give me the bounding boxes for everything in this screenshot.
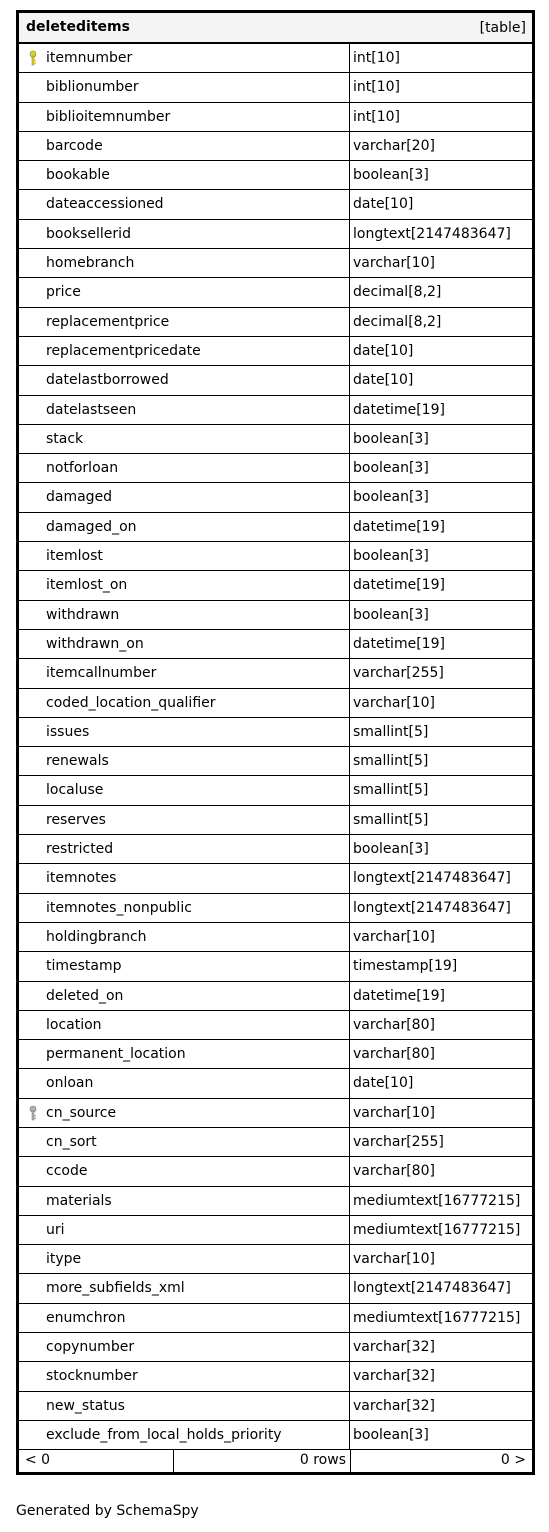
column-name-cell bbox=[19, 103, 350, 131]
column-type: varchar[80] bbox=[353, 1046, 435, 1063]
column-row bbox=[19, 1128, 532, 1157]
column-name-cell bbox=[19, 1362, 350, 1390]
column-name: issues bbox=[46, 723, 90, 740]
column-type: boolean[3] bbox=[353, 606, 429, 623]
column-name: biblioitemnumber bbox=[46, 108, 171, 125]
column-type: boolean[3] bbox=[353, 167, 429, 184]
column-name-cell bbox=[19, 952, 350, 980]
column-name-cell bbox=[19, 542, 350, 570]
column-type: decimal[8,2] bbox=[353, 284, 442, 301]
column-row bbox=[19, 1333, 532, 1362]
column-name: booksellerid bbox=[46, 225, 131, 242]
column-row bbox=[19, 630, 532, 659]
column-name: new_status bbox=[46, 1397, 125, 1414]
column-row bbox=[19, 747, 532, 776]
column-name-cell bbox=[19, 1187, 350, 1215]
column-type: varchar[32] bbox=[353, 1339, 435, 1356]
column-type: timestamp[19] bbox=[353, 958, 458, 975]
column-name-cell bbox=[19, 718, 350, 746]
column-type: longtext[2147483647] bbox=[353, 1280, 511, 1297]
column-name-cell bbox=[19, 571, 350, 599]
column-name: copynumber bbox=[46, 1339, 135, 1356]
table-header bbox=[19, 13, 532, 44]
column-row bbox=[19, 1011, 532, 1040]
column-name: location bbox=[46, 1016, 102, 1033]
column-row bbox=[19, 1362, 532, 1391]
column-row bbox=[19, 864, 532, 893]
column-name: restricted bbox=[46, 841, 114, 858]
column-name: stocknumber bbox=[46, 1368, 138, 1385]
column-name: deleted_on bbox=[46, 987, 124, 1004]
column-name: permanent_location bbox=[46, 1046, 186, 1063]
column-name: barcode bbox=[46, 137, 103, 154]
column-type: varchar[80] bbox=[353, 1163, 435, 1180]
column-row bbox=[19, 835, 532, 864]
column-name-cell bbox=[19, 982, 350, 1010]
column-type: datetime[19] bbox=[353, 401, 445, 418]
column-name: price bbox=[46, 284, 81, 301]
column-name-cell bbox=[19, 1216, 350, 1244]
table-kind: [table] bbox=[479, 20, 526, 36]
column-name: datelastseen bbox=[46, 401, 137, 418]
column-row bbox=[19, 689, 532, 718]
column-name: withdrawn bbox=[46, 606, 120, 623]
column-row bbox=[19, 366, 532, 395]
column-name: dateaccessioned bbox=[46, 196, 164, 213]
column-name: notforloan bbox=[46, 460, 119, 477]
rows-count-cell bbox=[173, 1450, 351, 1472]
column-type: int[10] bbox=[353, 50, 400, 66]
column-type: varchar[20] bbox=[353, 137, 435, 154]
column-name: withdrawn_on bbox=[46, 635, 144, 652]
table-name: deleteditems bbox=[26, 19, 130, 35]
column-name: itemlost_on bbox=[46, 577, 128, 594]
column-row bbox=[19, 1216, 532, 1245]
column-type: boolean[3] bbox=[353, 548, 429, 565]
column-type: date[10] bbox=[353, 1075, 414, 1092]
column-name: itemnotes bbox=[46, 870, 117, 887]
column-name-cell bbox=[19, 1392, 350, 1420]
column-row bbox=[19, 161, 532, 190]
column-name-cell bbox=[19, 1128, 350, 1156]
column-type: longtext[2147483647] bbox=[353, 870, 511, 887]
column-type: date[10] bbox=[353, 372, 414, 389]
column-row bbox=[19, 923, 532, 952]
column-row bbox=[19, 1274, 532, 1303]
column-row bbox=[19, 513, 532, 542]
column-name: holdingbranch bbox=[46, 928, 147, 945]
children-count: 0 > bbox=[500, 1452, 526, 1469]
column-name-cell bbox=[19, 220, 350, 248]
column-row bbox=[19, 1187, 532, 1216]
column-row bbox=[19, 249, 532, 278]
rows-count: 0 rows bbox=[299, 1452, 346, 1469]
column-name: cn_sort bbox=[46, 1133, 97, 1150]
column-name: replacementprice bbox=[46, 313, 170, 330]
column-name-cell bbox=[19, 337, 350, 365]
column-type: varchar[10] bbox=[353, 1104, 435, 1121]
column-row bbox=[19, 425, 532, 454]
column-name-cell bbox=[19, 864, 350, 892]
column-type: longtext[2147483647] bbox=[353, 899, 511, 916]
column-type: datetime[19] bbox=[353, 577, 445, 594]
column-row bbox=[19, 718, 532, 747]
generated-by-note: Generated by SchemaSpy bbox=[16, 1503, 199, 1519]
column-name-cell bbox=[19, 659, 350, 687]
column-row bbox=[19, 44, 532, 73]
column-type: boolean[3] bbox=[353, 460, 429, 477]
column-name: coded_location_qualifier bbox=[46, 694, 216, 711]
column-row bbox=[19, 894, 532, 923]
column-row bbox=[19, 308, 532, 337]
column-name-cell bbox=[19, 366, 350, 394]
parents-count: < 0 bbox=[25, 1452, 51, 1469]
column-name-cell bbox=[19, 689, 350, 717]
column-row bbox=[19, 1304, 532, 1333]
column-name-cell bbox=[19, 630, 350, 658]
column-name-cell bbox=[19, 923, 350, 951]
column-name: renewals bbox=[46, 753, 109, 770]
column-name: itemnumber bbox=[46, 50, 133, 66]
column-row bbox=[19, 601, 532, 630]
column-row bbox=[19, 1040, 532, 1069]
column-name-cell bbox=[19, 1069, 350, 1097]
column-name-cell bbox=[19, 1421, 350, 1449]
column-name-cell bbox=[19, 132, 350, 160]
column-row bbox=[19, 806, 532, 835]
column-name: cn_source bbox=[46, 1104, 117, 1121]
index-key-icon bbox=[27, 1105, 39, 1121]
column-type: int[10] bbox=[353, 79, 400, 96]
column-row bbox=[19, 571, 532, 600]
column-name: stack bbox=[46, 430, 84, 447]
column-row bbox=[19, 132, 532, 161]
column-name-cell bbox=[19, 190, 350, 218]
column-name: damaged bbox=[46, 489, 113, 506]
column-row bbox=[19, 1392, 532, 1421]
column-row bbox=[19, 103, 532, 132]
column-name-cell bbox=[19, 425, 350, 453]
column-name: enumchron bbox=[46, 1309, 126, 1326]
column-name-cell bbox=[19, 483, 350, 511]
column-name-cell bbox=[19, 161, 350, 189]
column-row bbox=[19, 776, 532, 805]
column-row bbox=[19, 396, 532, 425]
column-name-cell bbox=[19, 513, 350, 541]
column-name-cell bbox=[19, 1274, 350, 1302]
column-name: replacementpricedate bbox=[46, 342, 201, 359]
column-name-cell bbox=[19, 835, 350, 863]
column-row bbox=[19, 1099, 532, 1128]
column-type: datetime[19] bbox=[353, 635, 445, 652]
column-name-cell bbox=[19, 1157, 350, 1185]
column-row bbox=[19, 1421, 532, 1450]
column-row bbox=[19, 659, 532, 688]
column-name-cell bbox=[19, 747, 350, 775]
column-type: boolean[3] bbox=[353, 1426, 429, 1443]
column-name-cell bbox=[19, 396, 350, 424]
column-row bbox=[19, 220, 532, 249]
parents-count-cell bbox=[19, 1450, 174, 1472]
column-row bbox=[19, 190, 532, 219]
column-type: smallint[5] bbox=[353, 753, 429, 770]
column-type: varchar[32] bbox=[353, 1368, 435, 1385]
column-name: reserves bbox=[46, 811, 106, 828]
column-name: ccode bbox=[46, 1163, 88, 1180]
column-row bbox=[19, 952, 532, 981]
column-name: more_subfields_xml bbox=[46, 1280, 185, 1297]
column-name-cell bbox=[19, 454, 350, 482]
column-name: onloan bbox=[46, 1075, 94, 1092]
column-type: varchar[32] bbox=[353, 1397, 435, 1414]
column-type: datetime[19] bbox=[353, 518, 445, 535]
table-footer bbox=[19, 1450, 532, 1472]
column-row bbox=[19, 982, 532, 1011]
column-name-cell bbox=[19, 601, 350, 629]
column-name-cell bbox=[19, 73, 350, 101]
column-type: longtext[2147483647] bbox=[353, 225, 511, 242]
column-type: smallint[5] bbox=[353, 811, 429, 828]
column-type: boolean[3] bbox=[353, 430, 429, 447]
column-row bbox=[19, 73, 532, 102]
column-name: localuse bbox=[46, 782, 104, 799]
column-name-cell bbox=[19, 308, 350, 336]
column-row bbox=[19, 1245, 532, 1274]
column-name: uri bbox=[46, 1221, 65, 1238]
column-name-cell bbox=[19, 1099, 350, 1127]
column-name: exclude_from_local_holds_priority bbox=[46, 1426, 282, 1443]
column-type: decimal[8,2] bbox=[353, 313, 442, 330]
column-name-cell bbox=[19, 1304, 350, 1332]
column-type: date[10] bbox=[353, 342, 414, 359]
column-list bbox=[19, 44, 532, 1450]
column-name: datelastborrowed bbox=[46, 372, 169, 389]
column-row bbox=[19, 1069, 532, 1098]
column-name-cell bbox=[19, 249, 350, 277]
column-row bbox=[19, 278, 532, 307]
column-row bbox=[19, 483, 532, 512]
column-name: itemlost bbox=[46, 548, 103, 565]
column-type: varchar[80] bbox=[353, 1016, 435, 1033]
column-name: biblionumber bbox=[46, 79, 139, 96]
column-name-cell bbox=[19, 894, 350, 922]
column-name: homebranch bbox=[46, 255, 135, 272]
column-name-cell bbox=[19, 1245, 350, 1273]
column-type: smallint[5] bbox=[353, 782, 429, 799]
column-type: smallint[5] bbox=[353, 723, 429, 740]
column-name: timestamp bbox=[46, 958, 122, 975]
column-name: bookable bbox=[46, 167, 110, 184]
column-name-cell bbox=[19, 1040, 350, 1068]
column-type: varchar[255] bbox=[353, 1133, 444, 1150]
column-name: itemcallnumber bbox=[46, 665, 157, 682]
column-name-cell bbox=[19, 44, 350, 72]
column-name-cell bbox=[19, 1333, 350, 1361]
column-name-cell bbox=[19, 1011, 350, 1039]
column-name: itype bbox=[46, 1251, 82, 1268]
column-type: varchar[10] bbox=[353, 928, 435, 945]
column-type: mediumtext[16777215] bbox=[353, 1309, 521, 1326]
column-row bbox=[19, 454, 532, 483]
column-row bbox=[19, 337, 532, 366]
column-name: itemnotes_nonpublic bbox=[46, 899, 192, 916]
column-type: boolean[3] bbox=[353, 489, 429, 506]
primary-key-icon bbox=[27, 50, 39, 66]
column-name-cell bbox=[19, 278, 350, 306]
column-name: materials bbox=[46, 1192, 112, 1209]
column-type: datetime[19] bbox=[353, 987, 445, 1004]
column-type: int[10] bbox=[353, 108, 400, 125]
column-type: boolean[3] bbox=[353, 841, 429, 858]
column-type: mediumtext[16777215] bbox=[353, 1192, 521, 1209]
column-type: varchar[255] bbox=[353, 665, 444, 682]
column-type: varchar[10] bbox=[353, 1251, 435, 1268]
column-name-cell bbox=[19, 806, 350, 834]
column-row bbox=[19, 1157, 532, 1186]
column-name: damaged_on bbox=[46, 518, 137, 535]
column-type: date[10] bbox=[353, 196, 414, 213]
column-type: varchar[10] bbox=[353, 255, 435, 272]
column-type: varchar[10] bbox=[353, 694, 435, 711]
column-row bbox=[19, 542, 532, 571]
column-name-cell bbox=[19, 776, 350, 804]
column-type: mediumtext[16777215] bbox=[353, 1221, 521, 1238]
deleteditems-table bbox=[16, 10, 535, 1475]
